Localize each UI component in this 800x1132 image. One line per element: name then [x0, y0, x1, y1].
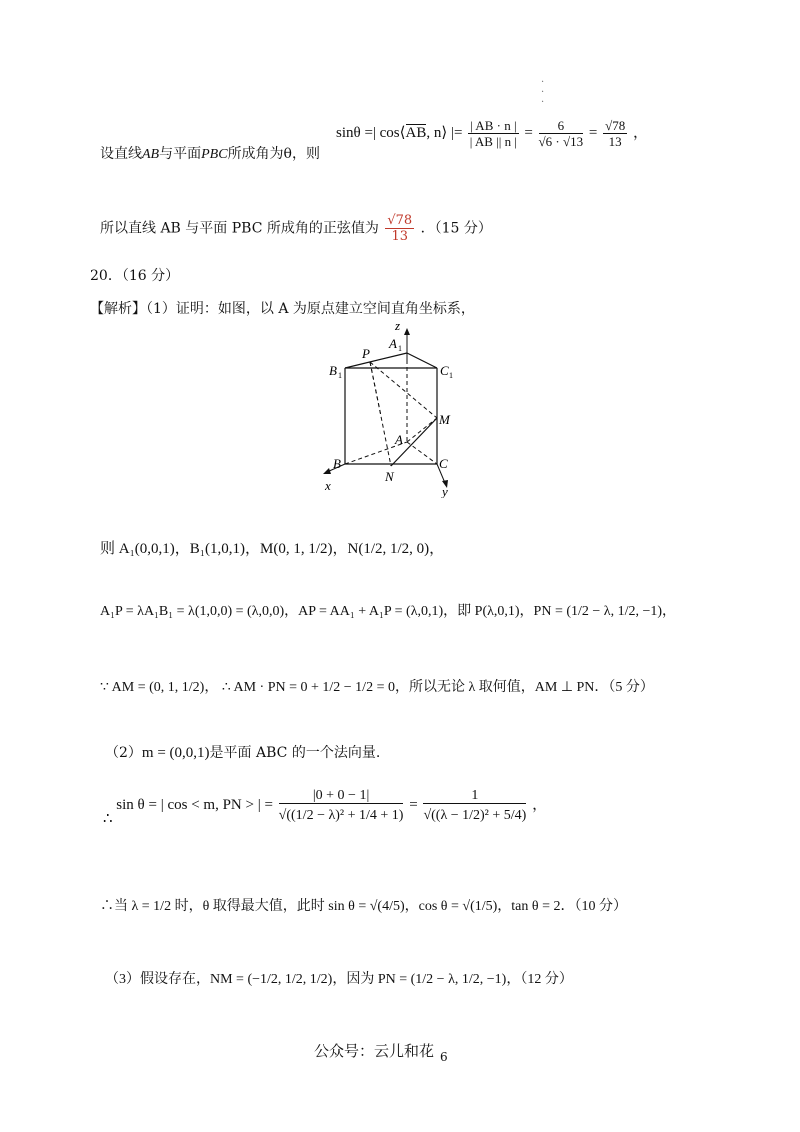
- coordinates-line: 则 A₁(0,0,1)，B₁(1,0,1)，M(0, 1, 1/2)，N(1/2, 1/2, 0)，: [100, 541, 445, 557]
- prism-figure: [315, 318, 475, 498]
- text-sine-result: 所以直线 AB 与平面 PBC 所成角的正弦值为 $\frac{√78}{13}$ ．（15 分）: [100, 213, 492, 244]
- part3-line: （3）假设存在，NM = (−1/2, 1/2, 1/2)，因为 PN = (1/2 − λ, 1/2, −1)，（12 分）: [105, 972, 573, 987]
- label-x: x: [325, 478, 331, 493]
- label-a1: A: [389, 336, 397, 351]
- label-c: C: [439, 456, 448, 471]
- label-a: A: [395, 432, 403, 447]
- formula-sin-theta: sinθ =| cos⟨AB, n⟩ |= $\frac{| AB \cdot n |}{| AB || n |}$ = $\frac{6}{√6 \cdot √13}$ = $\frac{√78}{13}$ ，: [336, 118, 649, 149]
- svg-text:1: 1: [449, 371, 453, 380]
- svg-text:1: 1: [338, 371, 342, 380]
- perpendicular-line: ∵ AM = (0, 1, 1/2)， ∴ AM · PN = 0 + 1/2 − 1/2 = 0，所以无论 λ 取何值，AM ⊥ PN．（5 分）: [100, 680, 654, 695]
- label-z: z: [395, 318, 401, 333]
- label-b: B: [333, 456, 341, 471]
- question-header: 20．（16 分）: [90, 268, 180, 284]
- label-m: M: [439, 412, 450, 427]
- svg-text:1: 1: [398, 344, 402, 353]
- sine-formula: ∴ sin θ = | cos < m, PN > | = $\frac{|0 + 0 - 1|}{\text{√((1/2 − λ)² + 1/4 + 1)}}$ = $\frac{1}{\text{√((λ − 1/2)² + 5/4)}}$ ，: [103, 788, 548, 827]
- decorative-dots: · · ·: [541, 77, 545, 108]
- label-p: P: [362, 346, 370, 361]
- label-c1: C: [440, 363, 449, 378]
- label-b1: B: [329, 363, 337, 378]
- footer-account: 公众号：云儿和花: [314, 1042, 435, 1060]
- label-n: N: [385, 469, 394, 484]
- max-value-line: ∴当 λ = 1/2 时，θ 取得最大值，此时 sin θ = √(4/5)，cos θ = √(1/5)，tan θ = 2．（10 分）: [100, 899, 627, 914]
- part2-normal-vector: （2）m = (0,0,1)是平面 ABC 的一个法向量.: [105, 745, 381, 761]
- analysis-intro: 【解析】（1）证明：如图，以 A 为原点建立空间直角坐标系，: [90, 301, 475, 317]
- text-angle-setup: 设直线AB与平面PBC所成角为θ，则: [100, 146, 320, 162]
- page-number: 6: [440, 1050, 448, 1064]
- label-y: y: [442, 484, 448, 498]
- vectors-line: A₁P = λA₁B₁ = λ(1,0,0) = (λ,0,0)，AP = AA₁ + A₁P = (λ,0,1)，即 P(λ,0,1)，PN = (1/2 − λ, 1/2, −1)，: [100, 604, 677, 619]
